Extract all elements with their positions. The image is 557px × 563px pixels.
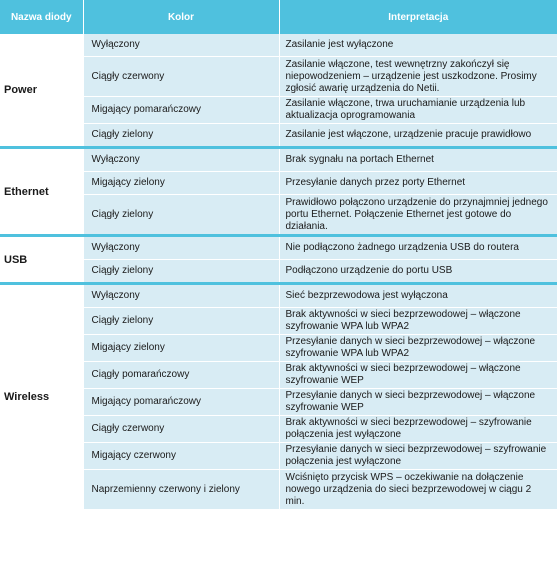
interpretation-cell: Nie podłączono żadnego urządzenia USB do routera (279, 236, 557, 260)
table-header-row (0, 0, 557, 34)
interpretation-cell: Brak sygnału na portach Ethernet (279, 148, 557, 172)
interpretation-cell: Przesyłanie danych w sieci bezprzewodowej – szyfrowanie połączenia jest wyłączone (279, 443, 557, 470)
table-row (0, 57, 557, 97)
table-row (0, 470, 557, 510)
table-row (0, 148, 557, 172)
diode-name-ethernet: Ethernet (0, 148, 83, 236)
header-interpretation: Interpretacja (279, 0, 557, 34)
color-cell: Ciągły zielony (83, 195, 279, 236)
color-cell: Ciągły czerwony (83, 416, 279, 443)
interpretation-cell: Zasilanie jest włączone, urządzenie pracuje prawidłowo (279, 124, 557, 148)
table-row (0, 284, 557, 308)
interpretation-cell: Zasilanie jest wyłączone (279, 34, 557, 57)
interpretation-cell: Brak aktywności w sieci bezprzewodowej – włączone szyfrowanie WEP (279, 362, 557, 389)
color-cell: Ciągły zielony (83, 308, 279, 335)
table-row (0, 389, 557, 416)
table-row (0, 260, 557, 284)
table-row (0, 335, 557, 362)
header-diode-name: Nazwa diody (0, 0, 83, 34)
interpretation-cell: Przesyłanie danych w sieci bezprzewodowej – włączone szyfrowanie WEP (279, 389, 557, 416)
color-cell: Migający pomarańczowy (83, 389, 279, 416)
table-row (0, 124, 557, 148)
color-cell: Migający zielony (83, 335, 279, 362)
interpretation-cell: Sieć bezprzewodowa jest wyłączona (279, 284, 557, 308)
diode-name-wireless: Wireless (0, 284, 83, 510)
interpretation-cell: Zasilanie włączone, trwa uruchamianie urządzenia lub aktualizacja oprogramowania (279, 97, 557, 124)
table-row (0, 416, 557, 443)
interpretation-cell: Brak aktywności w sieci bezprzewodowej – włączone szyfrowanie WPA lub WPA2 (279, 308, 557, 335)
interpretation-cell: Podłączono urządzenie do portu USB (279, 260, 557, 284)
table-row (0, 236, 557, 260)
table-row (0, 97, 557, 124)
table-row (0, 195, 557, 236)
color-cell: Ciągły zielony (83, 260, 279, 284)
table-row (0, 443, 557, 470)
color-cell: Wyłączony (83, 148, 279, 172)
color-cell: Migający czerwony (83, 443, 279, 470)
table-row (0, 172, 557, 195)
interpretation-cell: Przesyłanie danych w sieci bezprzewodowej – włączone szyfrowanie WPA lub WPA2 (279, 335, 557, 362)
color-cell: Wyłączony (83, 284, 279, 308)
diode-name-usb: USB (0, 236, 83, 284)
color-cell: Wyłączony (83, 34, 279, 57)
table-row (0, 308, 557, 335)
color-cell: Ciągły pomarańczowy (83, 362, 279, 389)
interpretation-cell: Wciśnięto przycisk WPS – oczekiwanie na dołączenie nowego urządzenia do sieci bezprzewodowej w ciągu 2 min. (279, 470, 557, 510)
table-row (0, 362, 557, 389)
color-cell: Wyłączony (83, 236, 279, 260)
diode-name-power: Power (0, 34, 83, 148)
header-color: Kolor (83, 0, 279, 34)
interpretation-cell: Brak aktywności w sieci bezprzewodowej – szyfrowanie połączenia jest wyłączone (279, 416, 557, 443)
interpretation-cell: Prawidłowo połączono urządzenie do przynajmniej jednego portu Ethernet. Połączenie Ethernet jest gotowe do działania. (279, 195, 557, 236)
color-cell: Migający pomarańczowy (83, 97, 279, 124)
table-row (0, 34, 557, 57)
color-cell: Naprzemienny czerwony i zielony (83, 470, 279, 510)
interpretation-cell: Przesyłanie danych przez porty Ethernet (279, 172, 557, 195)
color-cell: Ciągły zielony (83, 124, 279, 148)
interpretation-cell: Zasilanie włączone, test wewnętrzny zakończył się niepowodzeniem – urządzenie jest uszkodzone. Prosimy zgłosić awarię urządzenia do Netii. (279, 57, 557, 97)
color-cell: Migający zielony (83, 172, 279, 195)
color-cell: Ciągły czerwony (83, 57, 279, 97)
